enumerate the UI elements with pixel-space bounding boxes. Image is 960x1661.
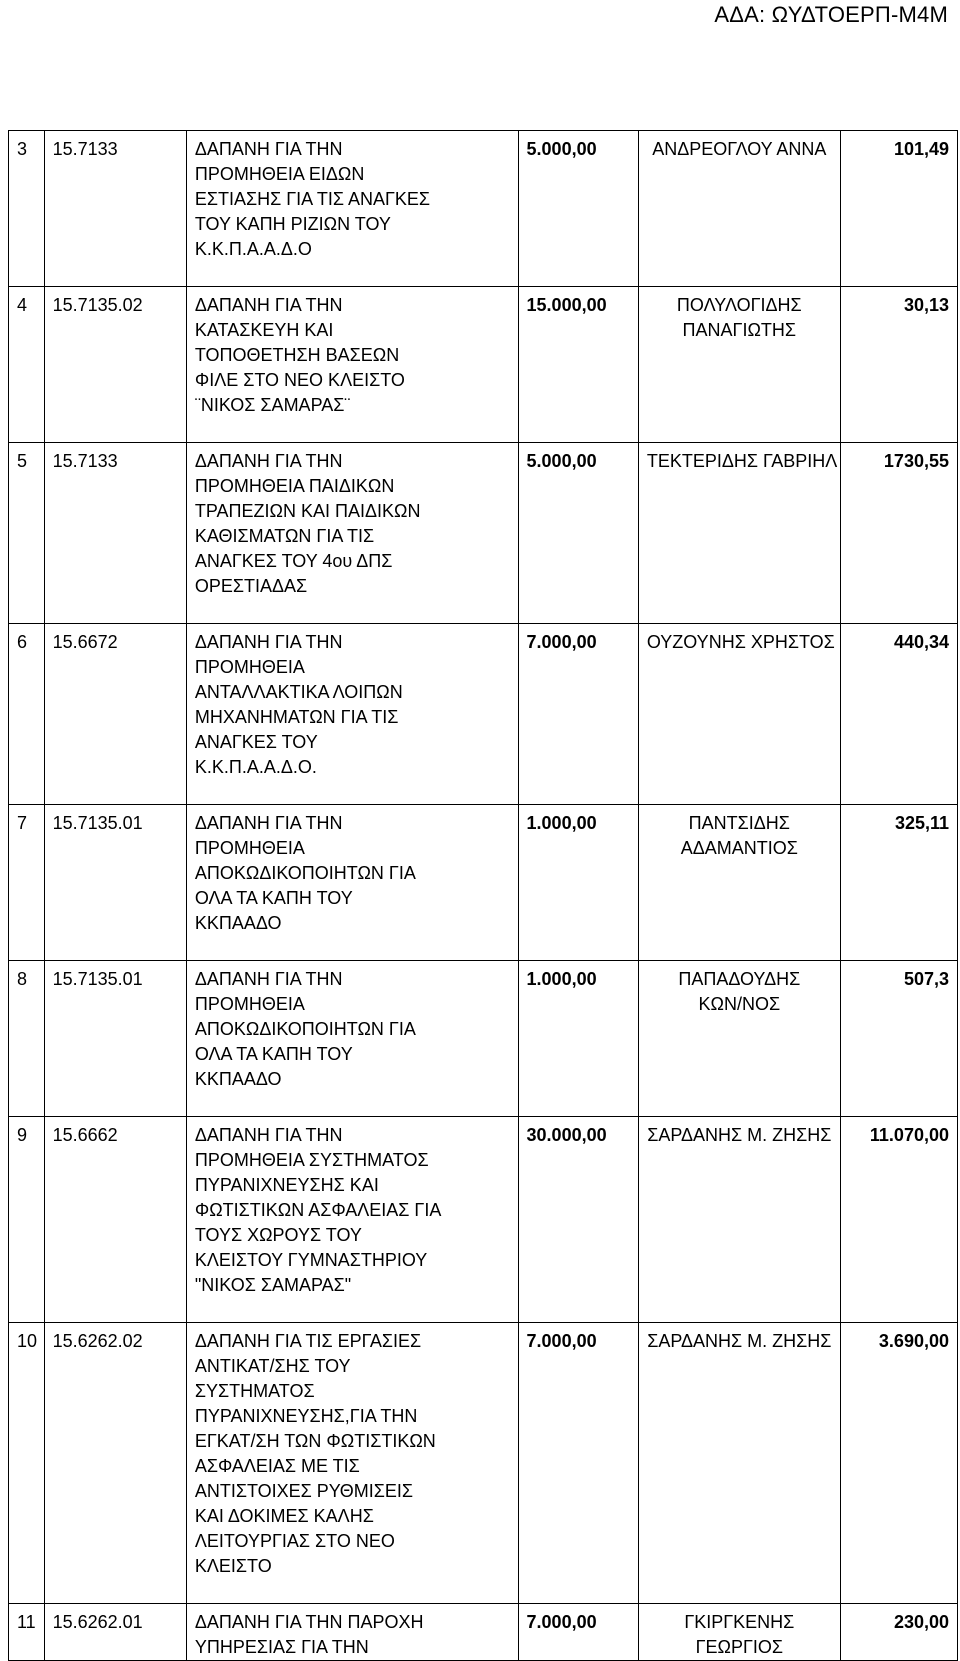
budget-code: 15.6262.01: [52, 1612, 143, 1632]
amount-cell: [518, 287, 638, 443]
description-line: ΠΡΟΜΗΘΕΙΑ: [194, 994, 305, 1014]
amount-cell: [518, 1117, 638, 1323]
row-number-cell: [9, 1323, 45, 1604]
table-body: [9, 131, 958, 1661]
row-number-cell: [9, 1117, 45, 1323]
description-line: ΑΠΟΚΩΔΙΚΟΠΟΙΗΤΩΝ ΓΙΑ: [194, 1019, 416, 1039]
description-line: ΔΑΠΑΝΗ ΓΙΑ ΤΗΝ: [194, 969, 343, 989]
description-line: Κ.Κ.Π.Α.Α.Δ.Ο.: [194, 757, 317, 777]
description-line: ΠΡΟΜΗΘΕΙΑ ΕΙΔΩΝ: [194, 164, 365, 184]
table-row: [9, 287, 958, 443]
contractor-lines: [647, 1604, 832, 1660]
budget-amount: 1.000,00: [526, 813, 597, 833]
contractor-name-line: ΓΕΩΡΓΙΟΣ: [695, 1637, 784, 1657]
contractor-name-line: ΟΥΖΟΥΝΗΣ ΧΡΗΣΤΟΣ: [646, 632, 835, 652]
budget-code: 15.7133: [52, 139, 118, 159]
description-line: ΤΡΑΠΕΖΙΩΝ ΚΑΙ ΠΑΙΔΙΚΩΝ: [194, 501, 421, 521]
expenditure-table: [8, 130, 958, 1661]
budget-code-cell: [44, 1117, 186, 1323]
contractor-lines: [647, 1117, 832, 1172]
budget-code-cell: [44, 1323, 186, 1604]
description-line: ΑΠΟΚΩΔΙΚΟΠΟΙΗΤΩΝ ΓΙΑ: [194, 863, 416, 883]
description-line: ΦΙΛΕ ΣΤΟ ΝΕΟ ΚΛΕΙΣΤΟ: [194, 370, 405, 390]
description-line: ΚΑΙ ΔΟΚΙΜΕΣ ΚΑΛΗΣ: [194, 1506, 374, 1526]
table-row: [9, 1323, 958, 1604]
value-cell: [840, 1117, 957, 1323]
description-line: ΟΡΕΣΤΙΑΔΑΣ: [194, 576, 308, 596]
description-line: ΚΛΕΙΣΤΟ: [194, 1556, 272, 1576]
budget-amount: 7.000,00: [526, 1612, 597, 1632]
description-line: ΛΕΙΤΟΥΡΓΙΑΣ ΣΤΟ ΝΕΟ: [194, 1531, 395, 1551]
description-cell: [186, 961, 518, 1117]
value-cell: [840, 443, 957, 624]
amount-cell: [518, 961, 638, 1117]
contractor-cell: [638, 443, 840, 624]
budget-code: 15.6262.02: [52, 1331, 143, 1351]
description-line: ΥΠΗΡΕΣΙΑΣ ΓΙΑ ΤΗΝ: [194, 1637, 369, 1657]
spent-value: 101,49: [893, 139, 949, 159]
ada-header-code: ΑΔΑ: ΩΥΔΤΟΕΡΠ-Μ4Μ: [714, 2, 948, 27]
description-lines: [195, 961, 510, 1116]
description-lines: [195, 443, 510, 623]
description-cell: [186, 624, 518, 805]
contractor-cell: [638, 287, 840, 443]
description-line: ΑΝΤΑΛΛΑΚΤΙΚΑ ΛΟΙΠΩΝ: [194, 682, 403, 702]
description-line: ΤΟΥ ΚΑΠΗ ΡΙΖΙΩΝ ΤΟΥ: [194, 214, 391, 234]
spent-value: 325,11: [894, 813, 949, 833]
description-line: ΔΑΠΑΝΗ ΓΙΑ ΤΗΝ: [194, 632, 343, 652]
contractor-name-line: ΠΑΝΑΓΙΩΤΗΣ: [682, 320, 797, 340]
description-line: ΦΩΤΙΣΤΙΚΩΝ ΑΣΦΑΛΕΙΑΣ ΓΙΑ: [194, 1200, 442, 1220]
spent-value: 230,00: [893, 1612, 949, 1632]
budget-code: 15.7133: [52, 451, 118, 471]
budget-amount: 1.000,00: [526, 969, 597, 989]
description-cell: [186, 1323, 518, 1604]
row-number: 10: [17, 1331, 38, 1351]
description-line: ΠΡΟΜΗΘΕΙΑ: [194, 657, 305, 677]
contractor-cell: [638, 1604, 840, 1661]
row-number-cell: [9, 805, 45, 961]
budget-code-cell: [44, 624, 186, 805]
budget-code: 15.6662: [52, 1125, 118, 1145]
description-line: ΑΝΑΓΚΕΣ ΤΟΥ: [194, 732, 318, 752]
value-cell: [840, 287, 957, 443]
description-cell: [186, 443, 518, 624]
row-number: 6: [17, 632, 28, 652]
description-line: ΔΑΠΑΝΗ ΓΙΑ ΤΗΝ: [194, 139, 343, 159]
budget-amount: 5.000,00: [526, 139, 597, 159]
budget-code-cell: [44, 805, 186, 961]
row-number-cell: [9, 131, 45, 287]
row-number-cell: [9, 443, 45, 624]
description-line: Κ.Κ.Π.Α.Α.Δ.Ο: [194, 239, 312, 259]
contractor-name-line: ΓΚΙΡΓΚΕΝΗΣ: [684, 1612, 795, 1632]
table-row: [9, 805, 958, 961]
description-lines: [195, 624, 510, 804]
row-number-cell: [9, 624, 45, 805]
contractor-lines: [647, 287, 832, 367]
spent-value: 507,3: [903, 969, 949, 989]
description-line: ΚΛΕΙΣΤΟΥ ΓΥΜΝΑΣΤΗΡΙΟΥ: [194, 1250, 428, 1270]
contractor-lines: [646, 443, 838, 498]
description-line: ΔΑΠΑΝΗ ΓΙΑ ΤΗΝ: [194, 1125, 343, 1145]
contractor-name-line: ΠΑΠΑΔΟΥΔΗΣ: [678, 969, 801, 989]
contractor-lines: [647, 961, 832, 1041]
spent-value: 1730,55: [883, 451, 949, 471]
description-line: ΟΛΑ ΤΑ ΚΑΠΗ ΤΟΥ: [194, 888, 353, 908]
description-line: ΤΟΠΟΘΕΤΗΣΗ ΒΑΣΕΩΝ: [194, 345, 400, 365]
description-line: ΑΝΤΙΚΑΤ/ΣΗΣ ΤΟΥ: [194, 1356, 351, 1376]
description-line: ΔΑΠΑΝΗ ΓΙΑ ΤΗΝ: [194, 295, 343, 315]
amount-cell: [518, 131, 638, 287]
description-line: ΠΡΟΜΗΘΕΙΑ: [194, 838, 305, 858]
contractor-name-line: ΣΑΡΔΑΝΗΣ Μ. ΖΗΣΗΣ: [647, 1125, 832, 1145]
description-line: ΣΥΣΤΗΜΑΤΟΣ: [194, 1381, 315, 1401]
description-lines: [195, 131, 510, 286]
contractor-cell: [638, 624, 840, 805]
row-number: 11: [17, 1612, 36, 1632]
contractor-name-line: ΑΔΑΜΑΝΤΙΟΣ: [680, 838, 798, 858]
description-cell: [186, 287, 518, 443]
description-line: ΑΣΦΑΛΕΙΑΣ ΜΕ ΤΙΣ: [194, 1456, 360, 1476]
row-number: 5: [17, 451, 28, 471]
contractor-cell: [638, 1117, 840, 1323]
description-cell: [186, 131, 518, 287]
budget-code: 15.6672: [52, 632, 118, 652]
amount-cell: [518, 443, 638, 624]
table-row: [9, 961, 958, 1117]
description-cell: [186, 805, 518, 961]
table-row: [9, 443, 958, 624]
budget-code-cell: [44, 131, 186, 287]
description-line: ΑΝΤΙΣΤΟΙΧΕΣ ΡΥΘΜΙΣΕΙΣ: [194, 1481, 414, 1501]
spent-value: 3.690,00: [878, 1331, 949, 1351]
description-line: ΚΑΤΑΣΚΕΥΗ ΚΑΙ: [194, 320, 334, 340]
value-cell: [840, 1604, 957, 1661]
budget-amount: 7.000,00: [526, 632, 597, 652]
spent-value: 30,13: [903, 295, 949, 315]
budget-amount: 7.000,00: [526, 1331, 597, 1351]
description-line: ΑΝΑΓΚΕΣ ΤΟΥ 4ου ΔΠΣ: [194, 551, 393, 571]
description-line: ΕΓΚΑΤ/ΣΗ ΤΩΝ ΦΩΤΙΣΤΙΚΩΝ: [194, 1431, 436, 1451]
table-row: [9, 1117, 958, 1323]
contractor-name-line: ΠΑΝΤΣΙΔΗΣ: [688, 813, 790, 833]
budget-code-cell: [44, 1604, 186, 1661]
description-lines: [195, 287, 510, 442]
amount-cell: [518, 805, 638, 961]
budget-amount: 5.000,00: [526, 451, 597, 471]
contractor-name-line: ΣΑΡΔΑΝΗΣ Μ. ΖΗΣΗΣ: [647, 1331, 832, 1351]
row-number: 8: [17, 969, 28, 989]
description-lines: [195, 1117, 510, 1322]
description-line: "ΝΙΚΟΣ ΣΑΜΑΡΑΣ": [194, 1275, 352, 1295]
description-line: ΠΥΡΑΝΙΧΝΕΥΣΗΣ,ΓΙΑ ΤΗΝ: [194, 1406, 418, 1426]
budget-code: 15.7135.02: [52, 295, 143, 315]
row-number: 7: [17, 813, 28, 833]
description-line: ΔΑΠΑΝΗ ΓΙΑ ΤΙΣ ΕΡΓΑΣΙΕΣ: [194, 1331, 422, 1351]
budget-amount: 30.000,00: [526, 1125, 607, 1145]
description-line: ΜΗΧΑΝΗΜΑΤΩΝ ΓΙΑ ΤΙΣ: [194, 707, 399, 727]
description-line: ΠΥΡΑΝΙΧΝΕΥΣΗΣ ΚΑΙ: [194, 1175, 379, 1195]
description-line: ΠΡΟΜΗΘΕΙΑ ΣΥΣΤΗΜΑΤΟΣ: [194, 1150, 429, 1170]
row-number-cell: [9, 961, 45, 1117]
spent-value: 11.070,00: [869, 1125, 949, 1145]
contractor-cell: [638, 961, 840, 1117]
description-line: ΚΚΠΑΑΔΟ: [194, 913, 282, 933]
row-number-cell: [9, 1604, 45, 1661]
amount-cell: [518, 624, 638, 805]
table-row: [9, 1604, 958, 1661]
contractor-lines: [646, 624, 835, 679]
value-cell: [840, 961, 957, 1117]
value-cell: [840, 1323, 957, 1604]
row-number-cell: [9, 287, 45, 443]
description-line: ΕΣΤΙΑΣΗΣ ΓΙΑ ΤΙΣ ΑΝΑΓΚΕΣ: [194, 189, 431, 209]
amount-cell: [518, 1604, 638, 1661]
budget-amount: 15.000,00: [526, 295, 607, 315]
contractor-lines: [647, 805, 832, 885]
amount-cell: [518, 1323, 638, 1604]
description-lines: [195, 1323, 510, 1603]
contractor-name-line: ΠΟΛΥΛΟΓΙΔΗΣ: [676, 295, 802, 315]
description-line: ΟΛΑ ΤΑ ΚΑΠΗ ΤΟΥ: [194, 1044, 353, 1064]
description-cell: [186, 1604, 518, 1661]
contractor-name-line: ΑΝΔΡΕΟΓΛΟΥ ΑΝΝΑ: [652, 139, 827, 159]
contractor-cell: [638, 1323, 840, 1604]
contractor-lines: [647, 1323, 832, 1378]
budget-code: 15.7135.01: [52, 969, 143, 989]
description-line: ΤΟΥΣ ΧΩΡΟΥΣ ΤΟΥ: [194, 1225, 362, 1245]
description-lines: [195, 805, 510, 960]
contractor-cell: [638, 805, 840, 961]
description-cell: [186, 1117, 518, 1323]
contractor-lines: [647, 131, 832, 186]
description-line: ΚΚΠΑΑΔΟ: [194, 1069, 282, 1089]
budget-code-cell: [44, 961, 186, 1117]
row-number: 4: [17, 295, 28, 315]
budget-code-cell: [44, 287, 186, 443]
row-number: 3: [17, 139, 28, 159]
table-row: [9, 624, 958, 805]
spent-value: 440,34: [893, 632, 949, 652]
description-line: ΠΡΟΜΗΘΕΙΑ ΠΑΙΔΙΚΩΝ: [194, 476, 395, 496]
value-cell: [840, 624, 957, 805]
budget-code-cell: [44, 443, 186, 624]
row-number: 9: [17, 1125, 28, 1145]
contractor-cell: [638, 131, 840, 287]
description-line: ΚΑΘΙΣΜΑΤΩΝ ΓΙΑ ΤΙΣ: [194, 526, 375, 546]
description-line: ¨ΝΙΚΟΣ ΣΑΜΑΡΑΣ¨: [194, 395, 351, 415]
budget-code: 15.7135.01: [52, 813, 143, 833]
contractor-name-line: ΤΕΚΤΕΡΙΔΗΣ ΓΑΒΡΙΗΛ: [646, 451, 838, 471]
table-row: [9, 131, 958, 287]
description-lines: [195, 1604, 510, 1660]
value-cell: [840, 805, 957, 961]
description-line: ΔΑΠΑΝΗ ΓΙΑ ΤΗΝ: [194, 451, 343, 471]
description-line: ΔΑΠΑΝΗ ΓΙΑ ΤΗΝ: [194, 813, 343, 833]
value-cell: [840, 131, 957, 287]
description-line: ΔΑΠΑΝΗ ΓΙΑ ΤΗΝ ΠΑΡΟΧΗ: [194, 1612, 424, 1632]
contractor-name-line: ΚΩΝ/ΝΟΣ: [698, 994, 781, 1014]
